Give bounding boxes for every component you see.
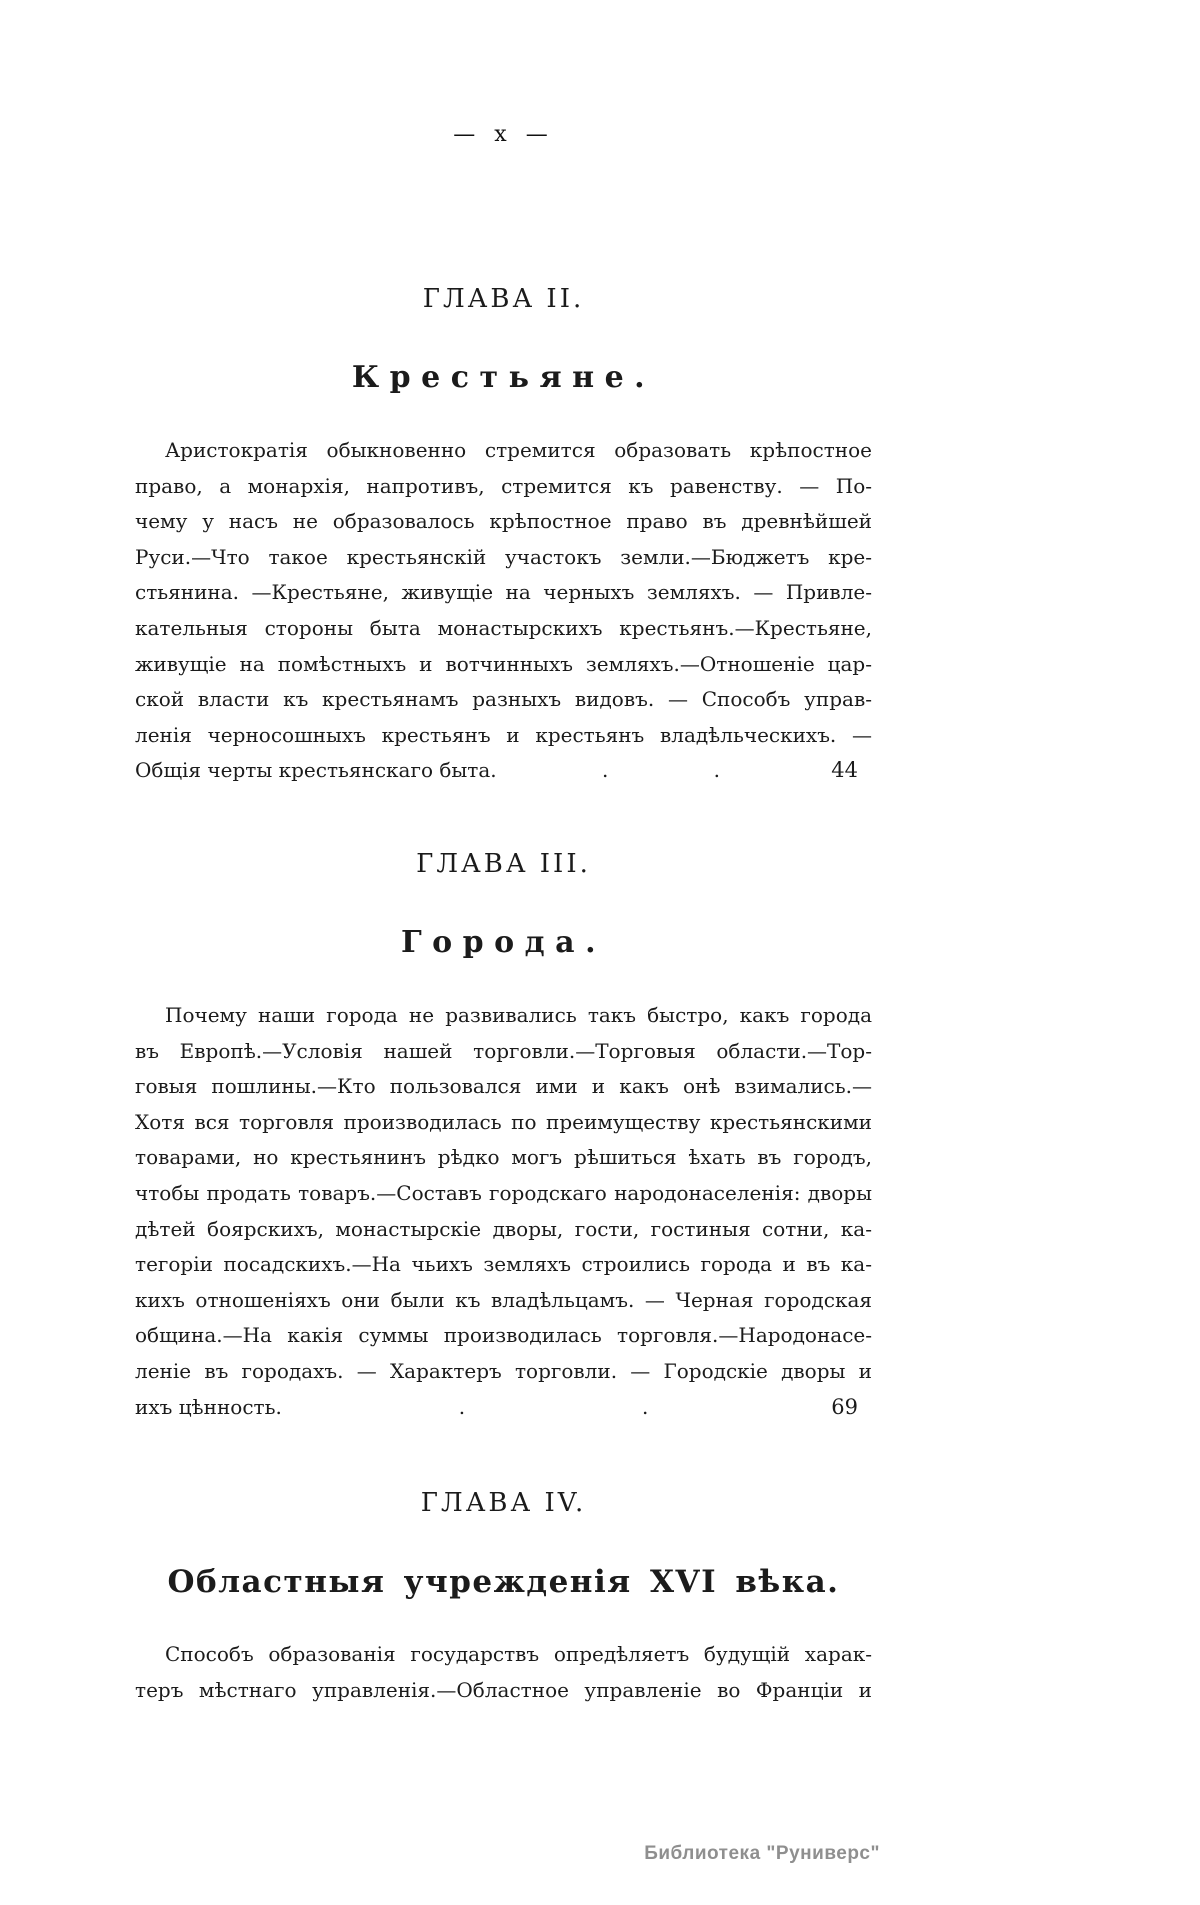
toc-line: ской власти къ крестьянамъ разныхъ видовъ. — Способъ управ- — [135, 687, 872, 712]
toc-line: стьянина. —Крестьяне, живущіе на черныхъ земляхъ. — Привле- — [135, 580, 872, 605]
dot-leader: . — [275, 1394, 282, 1419]
chapter-summary — [135, 1637, 872, 1708]
toc-line: чтобы продать товаръ.—Составъ городскаго народонаселенія: дворы — [135, 1180, 872, 1205]
scanned-page — [135, 0, 872, 1905]
toc-line: говыя пошлины.—Кто пользовался ими и какъ онѣ взимались.— — [135, 1074, 872, 1099]
toc-line: кихъ отношеніяхъ они были къ владѣльцамъ. — Черная городская — [135, 1287, 872, 1312]
toc-line: теръ мѣстнаго управленія.—Областное управленіе во Франціи и — [135, 1677, 872, 1702]
dot-leader: . — [601, 758, 609, 783]
library-watermark: Библиотека "Руниверс" — [644, 1843, 880, 1864]
chapter-section — [135, 283, 872, 789]
chapter-heading: ГЛАВА II. — [422, 284, 585, 314]
toc-line: ленія черносошныхъ крестьянъ и крестьянъ владѣльческихъ. — — [135, 722, 872, 747]
toc-line: чему у насъ не образовалось крѣпостное право въ древнѣйшей — [135, 509, 872, 534]
page-number-header: — x — — [453, 122, 554, 147]
toc-line: въ Европѣ.—Условія нашей торговли.—Торговыя области.—Тор- — [135, 1038, 872, 1063]
dot-leader: . — [458, 1394, 466, 1419]
page-ref: 44 — [831, 758, 858, 783]
toc-line: Аристократія обыкновенно стремится образовать крѣпостное — [165, 438, 872, 462]
dot-leader: . — [642, 1394, 649, 1419]
chapter-summary — [135, 998, 872, 1425]
toc-line: Руси.—Что такое крестьянскій участокъ земли.—Бюджетъ кре- — [135, 544, 872, 569]
toc-line: живущіе на помѣстныхъ и вотчинныхъ земляхъ.—Отношеніе цар- — [135, 651, 872, 676]
chapter-section — [135, 1487, 872, 1708]
toc-line: Хотя вся торговля производилась по преимуществу крестьянскими — [135, 1109, 872, 1134]
toc-line: право, а монархія, напротивъ, стремится къ равенству. — По- — [135, 473, 872, 498]
chapter-title: Крестьяне. — [351, 360, 656, 395]
chapter-heading: ГЛАВА IV. — [420, 1488, 587, 1518]
toc-line: товарами, но крестьянинъ рѣдко могъ рѣшиться ѣхать въ городъ, — [135, 1145, 872, 1170]
toc-line — [135, 1390, 872, 1426]
toc-line: община.—На какія суммы производилась торговля.—Народонасе- — [135, 1323, 872, 1348]
chapter-summary — [135, 433, 872, 789]
toc-line-text: ихъ цѣнность — [135, 1394, 276, 1419]
dot-leader: . — [713, 758, 720, 783]
toc-line: Способъ образованія государствъ опредѣляетъ будущій харак- — [165, 1642, 872, 1666]
toc-line: тегоріи посадскихъ.—На чьихъ земляхъ строились города и въ ка- — [135, 1252, 872, 1277]
chapter-section — [135, 848, 872, 1425]
toc-line: дѣтей боярскихъ, монастырскіе дворы, гости, гостиныя сотни, ка- — [135, 1216, 872, 1241]
toc-line-text: Общія черты крестьянскаго быта — [135, 758, 491, 783]
chapter-title: Города. — [400, 925, 607, 960]
chapter-heading: ГЛАВА III. — [416, 849, 591, 879]
dot-leader: . — [490, 758, 497, 783]
toc-line: леніе въ городахъ. — Характеръ торговли. — Городскіе дворы и — [135, 1358, 872, 1383]
toc-line: Почему наши города не развивались такъ быстро, какъ города — [165, 1003, 872, 1027]
page-ref: 69 — [831, 1394, 858, 1419]
chapter-title: Областныя учрежденія XVI вѣка. — [167, 1564, 840, 1600]
toc-line: кательныя стороны быта монастырскихъ крестьянъ.—Крестьяне, — [135, 615, 872, 640]
toc-line — [135, 753, 872, 789]
